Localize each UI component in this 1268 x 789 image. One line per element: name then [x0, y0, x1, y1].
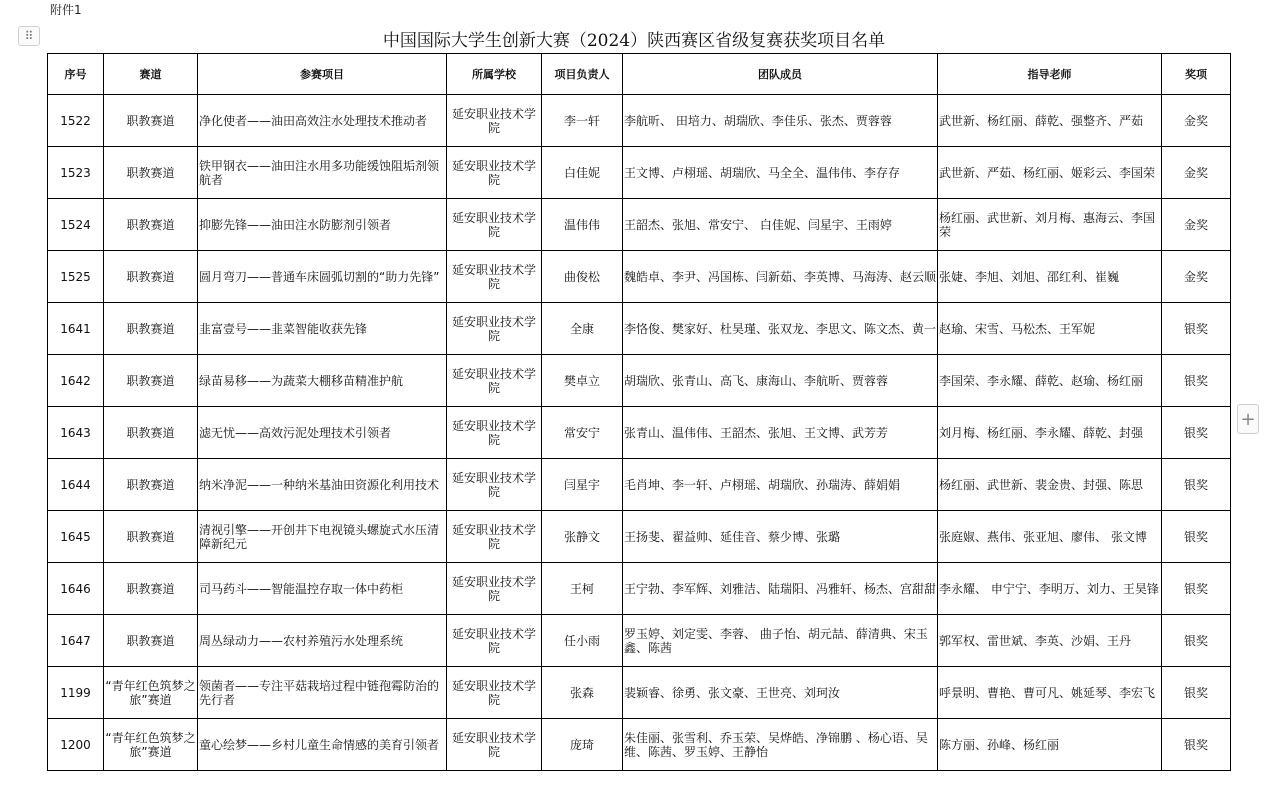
col-track-header: 赛道 — [104, 54, 198, 95]
award-cell: 银奖 — [1162, 719, 1231, 771]
school-cell: 延安职业技术学院 — [447, 563, 542, 615]
table-row — [48, 147, 1231, 199]
members-cell: 李航昕、 田培力、胡瑞欣、李佳乐、张杰、贾蓉蓉 — [623, 95, 938, 147]
project-cell: 纳米净泥——一种纳米基油田资源化利用技术 — [198, 459, 447, 511]
advisors-cell: 武世新、严茹、杨红丽、姬彩云、李国荣 — [938, 147, 1162, 199]
advisors-cell: 武世新、杨红丽、薛乾、强整齐、严茹 — [938, 95, 1162, 147]
track-cell: “青年红色筑梦之旅”赛道 — [104, 719, 198, 771]
leader-cell: 全康 — [542, 303, 623, 355]
award-cell: 金奖 — [1162, 147, 1231, 199]
track-cell: 职教赛道 — [104, 563, 198, 615]
members-cell: 王韶杰、张旭、常安宁、 白佳妮、闫星宇、王雨婷 — [623, 199, 938, 251]
table-row — [48, 667, 1231, 719]
leader-cell: 曲俊松 — [542, 251, 623, 303]
members-cell: 张青山、温伟伟、王韶杰、张旭、王文博、武芳芳 — [623, 407, 938, 459]
row-number: 1644 — [48, 459, 104, 511]
track-cell: 职教赛道 — [104, 303, 198, 355]
row-number: 1525 — [48, 251, 104, 303]
advisors-cell: 陈方丽、孙峰、杨红丽 — [938, 719, 1162, 771]
advisors-cell: 郭军权、雷世斌、李英、沙娟、王丹 — [938, 615, 1162, 667]
row-number: 1641 — [48, 303, 104, 355]
award-cell: 银奖 — [1162, 667, 1231, 719]
project-cell: 童心绘梦——乡村儿童生命情感的美育引领者 — [198, 719, 447, 771]
members-cell: 李恪俊、樊家好、杜昊瑾、张双龙、李思文、陈文杰、黄一 — [623, 303, 938, 355]
row-number: 1199 — [48, 667, 104, 719]
award-cell: 金奖 — [1162, 251, 1231, 303]
project-cell: 净化使者——油田高效注水处理技术推动者 — [198, 95, 447, 147]
track-cell: 职教赛道 — [104, 251, 198, 303]
project-cell: 绿苗易移——为蔬菜大棚移苗精准护航 — [198, 355, 447, 407]
page-title: 中国国际大学生创新大赛（2024）陕西赛区省级复赛获奖项目名单 — [382, 31, 886, 51]
table-row — [48, 719, 1231, 771]
members-cell: 王文博、卢栩瑶、胡瑞欣、马全全、温伟伟、李存存 — [623, 147, 938, 199]
col-school-header: 所属学校 — [447, 54, 542, 95]
project-cell: 韭富壹号——韭菜智能收获先锋 — [198, 303, 447, 355]
project-cell: 司马药斗——智能温控存取一体中药柜 — [198, 563, 447, 615]
project-cell: 领菌者——专注平菇栽培过程中链孢霉防治的先行者 — [198, 667, 447, 719]
leader-cell: 王柯 — [542, 563, 623, 615]
advisors-cell: 赵瑜、宋雪、马松杰、王军妮 — [938, 303, 1162, 355]
col-members-header: 团队成员 — [623, 54, 938, 95]
leader-cell: 张静文 — [542, 511, 623, 563]
row-number: 1646 — [48, 563, 104, 615]
row-number: 1645 — [48, 511, 104, 563]
advisors-cell: 刘月梅、杨红丽、李永耀、薛乾、封强 — [938, 407, 1162, 459]
leader-cell: 温伟伟 — [542, 199, 623, 251]
table-row — [48, 303, 1231, 355]
members-cell: 朱佳丽、张雪利、乔玉荣、吴烨皓、净锦鹏 、杨心语、吴维、陈茜、罗玉婷、王静怡 — [623, 719, 938, 771]
award-table — [47, 53, 1231, 771]
leader-cell: 李一轩 — [542, 95, 623, 147]
advisors-cell: 杨红丽、武世新、刘月梅、惠海云、李国荣 — [938, 199, 1162, 251]
col-project-header: 参赛项目 — [198, 54, 447, 95]
track-cell: 职教赛道 — [104, 199, 198, 251]
track-cell: 职教赛道 — [104, 355, 198, 407]
project-cell: 抑膨先锋——油田注水防膨剂引领者 — [198, 199, 447, 251]
row-number: 1642 — [48, 355, 104, 407]
table-row — [48, 459, 1231, 511]
table-body — [48, 95, 1231, 771]
advisors-cell: 李国荣、李永耀、薛乾、赵瑜、杨红丽 — [938, 355, 1162, 407]
school-cell: 延安职业技术学院 — [447, 719, 542, 771]
award-cell: 银奖 — [1162, 407, 1231, 459]
track-cell: 职教赛道 — [104, 615, 198, 667]
track-cell: 职教赛道 — [104, 459, 198, 511]
advisors-cell: 呼景明、曹艳、曹可凡、姚延琴、李宏飞 — [938, 667, 1162, 719]
award-cell: 金奖 — [1162, 199, 1231, 251]
school-cell: 延安职业技术学院 — [447, 407, 542, 459]
award-cell: 银奖 — [1162, 303, 1231, 355]
col-advisors-header: 指导老师 — [938, 54, 1162, 95]
track-cell: “青年红色筑梦之旅”赛道 — [104, 667, 198, 719]
attachment-label: 附件1 — [50, 3, 82, 17]
award-cell: 银奖 — [1162, 563, 1231, 615]
award-cell: 金奖 — [1162, 95, 1231, 147]
school-cell: 延安职业技术学院 — [447, 147, 542, 199]
table-row — [48, 407, 1231, 459]
track-cell: 职教赛道 — [104, 407, 198, 459]
members-cell: 王扬斐、翟益帅、延佳音、蔡少博、张璐 — [623, 511, 938, 563]
col-award-header: 奖项 — [1162, 54, 1231, 95]
leader-cell: 樊卓立 — [542, 355, 623, 407]
members-cell: 罗玉婷、刘定雯、李蓉、 曲子怡、胡元喆、薛清典、宋玉鑫、陈茜 — [623, 615, 938, 667]
track-cell: 职教赛道 — [104, 147, 198, 199]
project-cell: 铁甲钢衣——油田注水用多功能缓蚀阻垢剂领航者 — [198, 147, 447, 199]
table-row — [48, 199, 1231, 251]
table-row — [48, 95, 1231, 147]
leader-cell: 任小雨 — [542, 615, 623, 667]
col-leader-header: 项目负责人 — [542, 54, 623, 95]
leader-cell: 闫星宇 — [542, 459, 623, 511]
advisors-cell: 张庭婌、燕伟、张亚旭、廖伟、 张文博 — [938, 511, 1162, 563]
school-cell: 延安职业技术学院 — [447, 95, 542, 147]
project-cell: 圆月弯刀——普通车床圆弧切割的“助力先锋” — [198, 251, 447, 303]
table-row — [48, 511, 1231, 563]
table-row — [48, 251, 1231, 303]
table-row — [48, 615, 1231, 667]
advisors-cell: 李永耀、 申宁宁、李明万、刘力、王昊锋 — [938, 563, 1162, 615]
members-cell: 王宁勃、李军辉、刘雅洁、陆瑞阳、冯雅轩、杨杰、宫甜甜 — [623, 563, 938, 615]
col-no-header: 序号 — [48, 54, 104, 95]
row-number: 1524 — [48, 199, 104, 251]
school-cell: 延安职业技术学院 — [447, 511, 542, 563]
row-number: 1647 — [48, 615, 104, 667]
award-cell: 银奖 — [1162, 459, 1231, 511]
school-cell: 延安职业技术学院 — [447, 251, 542, 303]
award-cell: 银奖 — [1162, 615, 1231, 667]
members-cell: 裴颖睿、徐勇、张文豪、王世亮、刘珂汝 — [623, 667, 938, 719]
drag-handle-icon[interactable]: ⠿ — [18, 26, 40, 46]
table-row — [48, 563, 1231, 615]
members-cell: 魏皓卓、李尹、冯国栋、闫新茹、李英博、马海涛、赵云顺 — [623, 251, 938, 303]
leader-cell: 张森 — [542, 667, 623, 719]
leader-cell: 常安宁 — [542, 407, 623, 459]
project-cell: 清视引擎——开创井下电视镜头螺旋式水压清障新纪元 — [198, 511, 447, 563]
school-cell: 延安职业技术学院 — [447, 615, 542, 667]
track-cell: 职教赛道 — [104, 511, 198, 563]
track-cell: 职教赛道 — [104, 95, 198, 147]
leader-cell: 庞琦 — [542, 719, 623, 771]
members-cell: 毛肖坤、李一轩、卢栩瑶、胡瑞欣、孙瑞涛、薛娟娟 — [623, 459, 938, 511]
award-cell: 银奖 — [1162, 511, 1231, 563]
advisors-cell: 张婕、李旭、刘旭、邵红利、崔巍 — [938, 251, 1162, 303]
row-number: 1522 — [48, 95, 104, 147]
school-cell: 延安职业技术学院 — [447, 667, 542, 719]
award-cell: 银奖 — [1162, 355, 1231, 407]
row-number: 1643 — [48, 407, 104, 459]
table-header-row — [48, 54, 1231, 95]
members-cell: 胡瑞欣、张青山、高飞、康海山、李航昕、贾蓉蓉 — [623, 355, 938, 407]
leader-cell: 白佳妮 — [542, 147, 623, 199]
project-cell: 周丛绿动力——农村养殖污水处理系统 — [198, 615, 447, 667]
advisors-cell: 杨红丽、武世新、裴金贵、封强、陈思 — [938, 459, 1162, 511]
plus-icon[interactable]: + — [1237, 404, 1259, 434]
school-cell: 延安职业技术学院 — [447, 199, 542, 251]
project-cell: 滤无忧——高效污泥处理技术引领者 — [198, 407, 447, 459]
row-number: 1200 — [48, 719, 104, 771]
school-cell: 延安职业技术学院 — [447, 459, 542, 511]
school-cell: 延安职业技术学院 — [447, 355, 542, 407]
row-number: 1523 — [48, 147, 104, 199]
school-cell: 延安职业技术学院 — [447, 303, 542, 355]
table-row — [48, 355, 1231, 407]
